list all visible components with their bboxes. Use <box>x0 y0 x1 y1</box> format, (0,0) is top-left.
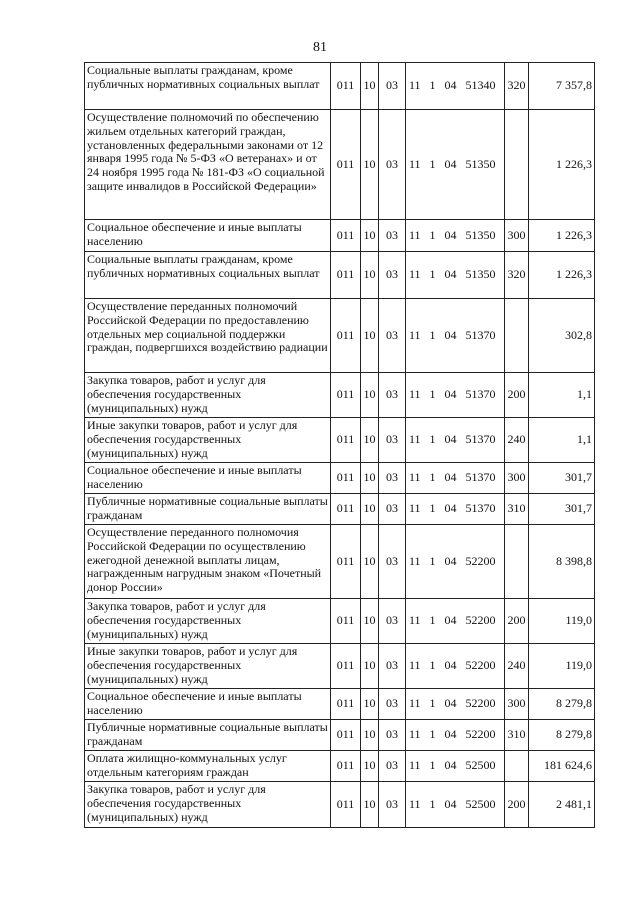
table-row <box>85 782 595 828</box>
row-pr-cell: 03 <box>379 463 406 494</box>
table-row <box>85 63 595 110</box>
table-row <box>85 644 595 689</box>
row-rz-cell: 10 <box>361 599 379 644</box>
row-pr-cell: 03 <box>379 220 406 252</box>
row-rz-cell: 10 <box>361 463 379 494</box>
row-pr-cell: 03 <box>379 751 406 782</box>
row-gr-cell: 011 <box>331 782 361 828</box>
row-gr-cell: 011 <box>331 63 361 110</box>
row-vr-cell <box>505 751 529 782</box>
row-vr-cell: 240 <box>505 418 529 463</box>
row-sum-cell: 2 481,1 <box>529 782 595 828</box>
row-gr-cell: 011 <box>331 220 361 252</box>
row-vr-cell: 200 <box>505 599 529 644</box>
row-vr-cell: 300 <box>505 220 529 252</box>
row-csr-cell: 11 1 04 52500 <box>406 751 505 782</box>
row-rz-cell: 10 <box>361 782 379 828</box>
table-row <box>85 494 595 525</box>
row-vr-cell: 200 <box>505 373 529 418</box>
row-name-cell: Осуществление переданных полномочий Российской Федерации по предоставлению отдельных мер социальной поддержки граждан, подвергшихся воздействию радиации <box>85 299 331 373</box>
row-name-cell: Осуществление полномочий по обеспечению жильем отдельных категорий граждан, установленных федеральными законами от 12 января 1995 года № 5-ФЗ «О ветеранах» и от 24 ноября 1995 года № 181-ФЗ «О социальной защите инвалидов в Российской Федерации» <box>85 110 331 220</box>
row-csr-cell: 11 1 04 52200 <box>406 525 505 599</box>
row-csr-cell: 11 1 04 51370 <box>406 494 505 525</box>
row-name-cell: Публичные нормативные социальные выплаты гражданам <box>85 720 331 751</box>
row-sum-cell: 1 226,3 <box>529 110 595 220</box>
row-csr-cell: 11 1 04 51350 <box>406 110 505 220</box>
row-sum-cell: 8 398,8 <box>529 525 595 599</box>
row-csr-cell: 11 1 04 51370 <box>406 418 505 463</box>
row-sum-cell: 7 357,8 <box>529 63 595 110</box>
row-rz-cell: 10 <box>361 494 379 525</box>
row-csr-cell: 11 1 04 51340 <box>406 63 505 110</box>
row-pr-cell: 03 <box>379 689 406 720</box>
row-gr-cell: 011 <box>331 373 361 418</box>
row-sum-cell: 1,1 <box>529 373 595 418</box>
row-rz-cell: 10 <box>361 720 379 751</box>
page-number: 81 <box>313 40 327 55</box>
row-rz-cell: 10 <box>361 220 379 252</box>
row-gr-cell: 011 <box>331 252 361 299</box>
row-vr-cell: 310 <box>505 720 529 751</box>
row-csr-cell: 11 1 04 51350 <box>406 252 505 299</box>
row-name-cell: Социальное обеспечение и иные выплаты населению <box>85 220 331 252</box>
row-vr-cell: 310 <box>505 494 529 525</box>
row-vr-cell: 320 <box>505 63 529 110</box>
row-rz-cell: 10 <box>361 644 379 689</box>
row-pr-cell: 03 <box>379 110 406 220</box>
table-row <box>85 525 595 599</box>
row-vr-cell: 200 <box>505 782 529 828</box>
row-pr-cell: 03 <box>379 252 406 299</box>
row-rz-cell: 10 <box>361 373 379 418</box>
row-csr-cell: 11 1 04 51370 <box>406 373 505 418</box>
row-csr-cell: 11 1 04 51370 <box>406 463 505 494</box>
row-name-cell: Иные закупки товаров, работ и услуг для обеспечения государственных (муниципальных) нужд <box>85 418 331 463</box>
row-pr-cell: 03 <box>379 418 406 463</box>
row-name-cell: Осуществление переданного полномочия Российской Федерации по осуществлению ежегодной денежной выплаты лицам, награжденным нагрудным знаком «Почетный донор России» <box>85 525 331 599</box>
row-vr-cell <box>505 525 529 599</box>
row-sum-cell: 8 279,8 <box>529 720 595 751</box>
row-sum-cell: 119,0 <box>529 599 595 644</box>
row-name-cell: Закупка товаров, работ и услуг для обеспечения государственных (муниципальных) нужд <box>85 373 331 418</box>
table-row <box>85 299 595 373</box>
row-csr-cell: 11 1 04 52500 <box>406 782 505 828</box>
row-sum-cell: 8 279,8 <box>529 689 595 720</box>
row-name-cell: Закупка товаров, работ и услуг для обеспечения государственных (муниципальных) нужд <box>85 599 331 644</box>
row-pr-cell: 03 <box>379 525 406 599</box>
row-gr-cell: 011 <box>331 644 361 689</box>
table-row <box>85 373 595 418</box>
row-vr-cell <box>505 110 529 220</box>
row-pr-cell: 03 <box>379 373 406 418</box>
row-csr-cell: 11 1 04 52200 <box>406 689 505 720</box>
row-rz-cell: 10 <box>361 252 379 299</box>
row-csr-cell: 11 1 04 52200 <box>406 720 505 751</box>
row-vr-cell: 300 <box>505 463 529 494</box>
row-gr-cell: 011 <box>331 494 361 525</box>
row-gr-cell: 011 <box>331 525 361 599</box>
row-name-cell: Социальное обеспечение и иные выплаты населению <box>85 689 331 720</box>
row-name-cell: Публичные нормативные социальные выплаты гражданам <box>85 494 331 525</box>
row-gr-cell: 011 <box>331 463 361 494</box>
row-rz-cell: 10 <box>361 299 379 373</box>
row-gr-cell: 011 <box>331 751 361 782</box>
row-gr-cell: 011 <box>331 599 361 644</box>
table-row <box>85 599 595 644</box>
row-sum-cell: 302,8 <box>529 299 595 373</box>
row-rz-cell: 10 <box>361 689 379 720</box>
row-pr-cell: 03 <box>379 63 406 110</box>
row-gr-cell: 011 <box>331 299 361 373</box>
row-name-cell: Закупка товаров, работ и услуг для обеспечения государственных (муниципальных) нужд <box>85 782 331 828</box>
row-vr-cell: 320 <box>505 252 529 299</box>
table-row <box>85 110 595 220</box>
row-sum-cell: 1,1 <box>529 418 595 463</box>
row-gr-cell: 011 <box>331 720 361 751</box>
row-sum-cell: 181 624,6 <box>529 751 595 782</box>
row-csr-cell: 11 1 04 51350 <box>406 220 505 252</box>
table-row <box>85 220 595 252</box>
row-pr-cell: 03 <box>379 720 406 751</box>
table-row <box>85 252 595 299</box>
row-rz-cell: 10 <box>361 418 379 463</box>
row-gr-cell: 011 <box>331 418 361 463</box>
row-vr-cell <box>505 299 529 373</box>
row-name-cell: Социальные выплаты гражданам, кроме публичных нормативных социальных выплат <box>85 252 331 299</box>
table-row <box>85 463 595 494</box>
row-name-cell: Оплата жилищно-коммунальных услуг отдельным категориям граждан <box>85 751 331 782</box>
row-csr-cell: 11 1 04 52200 <box>406 599 505 644</box>
table-row <box>85 720 595 751</box>
row-pr-cell: 03 <box>379 599 406 644</box>
row-rz-cell: 10 <box>361 63 379 110</box>
row-sum-cell: 301,7 <box>529 494 595 525</box>
row-csr-cell: 11 1 04 51370 <box>406 299 505 373</box>
row-vr-cell: 300 <box>505 689 529 720</box>
row-name-cell: Социальное обеспечение и иные выплаты населению <box>85 463 331 494</box>
row-sum-cell: 1 226,3 <box>529 252 595 299</box>
budget-table <box>84 62 595 828</box>
row-gr-cell: 011 <box>331 689 361 720</box>
row-name-cell: Социальные выплаты гражданам, кроме публичных нормативных социальных выплат <box>85 63 331 110</box>
row-name-cell: Иные закупки товаров, работ и услуг для обеспечения государственных (муниципальных) нужд <box>85 644 331 689</box>
row-rz-cell: 10 <box>361 525 379 599</box>
row-vr-cell: 240 <box>505 644 529 689</box>
row-pr-cell: 03 <box>379 782 406 828</box>
table-body <box>85 63 595 828</box>
row-sum-cell: 301,7 <box>529 463 595 494</box>
row-rz-cell: 10 <box>361 110 379 220</box>
row-sum-cell: 1 226,3 <box>529 220 595 252</box>
table-row <box>85 418 595 463</box>
row-pr-cell: 03 <box>379 644 406 689</box>
row-csr-cell: 11 1 04 52200 <box>406 644 505 689</box>
row-gr-cell: 011 <box>331 110 361 220</box>
row-pr-cell: 03 <box>379 299 406 373</box>
table-row <box>85 751 595 782</box>
row-sum-cell: 119,0 <box>529 644 595 689</box>
row-pr-cell: 03 <box>379 494 406 525</box>
row-rz-cell: 10 <box>361 751 379 782</box>
table-row <box>85 689 595 720</box>
